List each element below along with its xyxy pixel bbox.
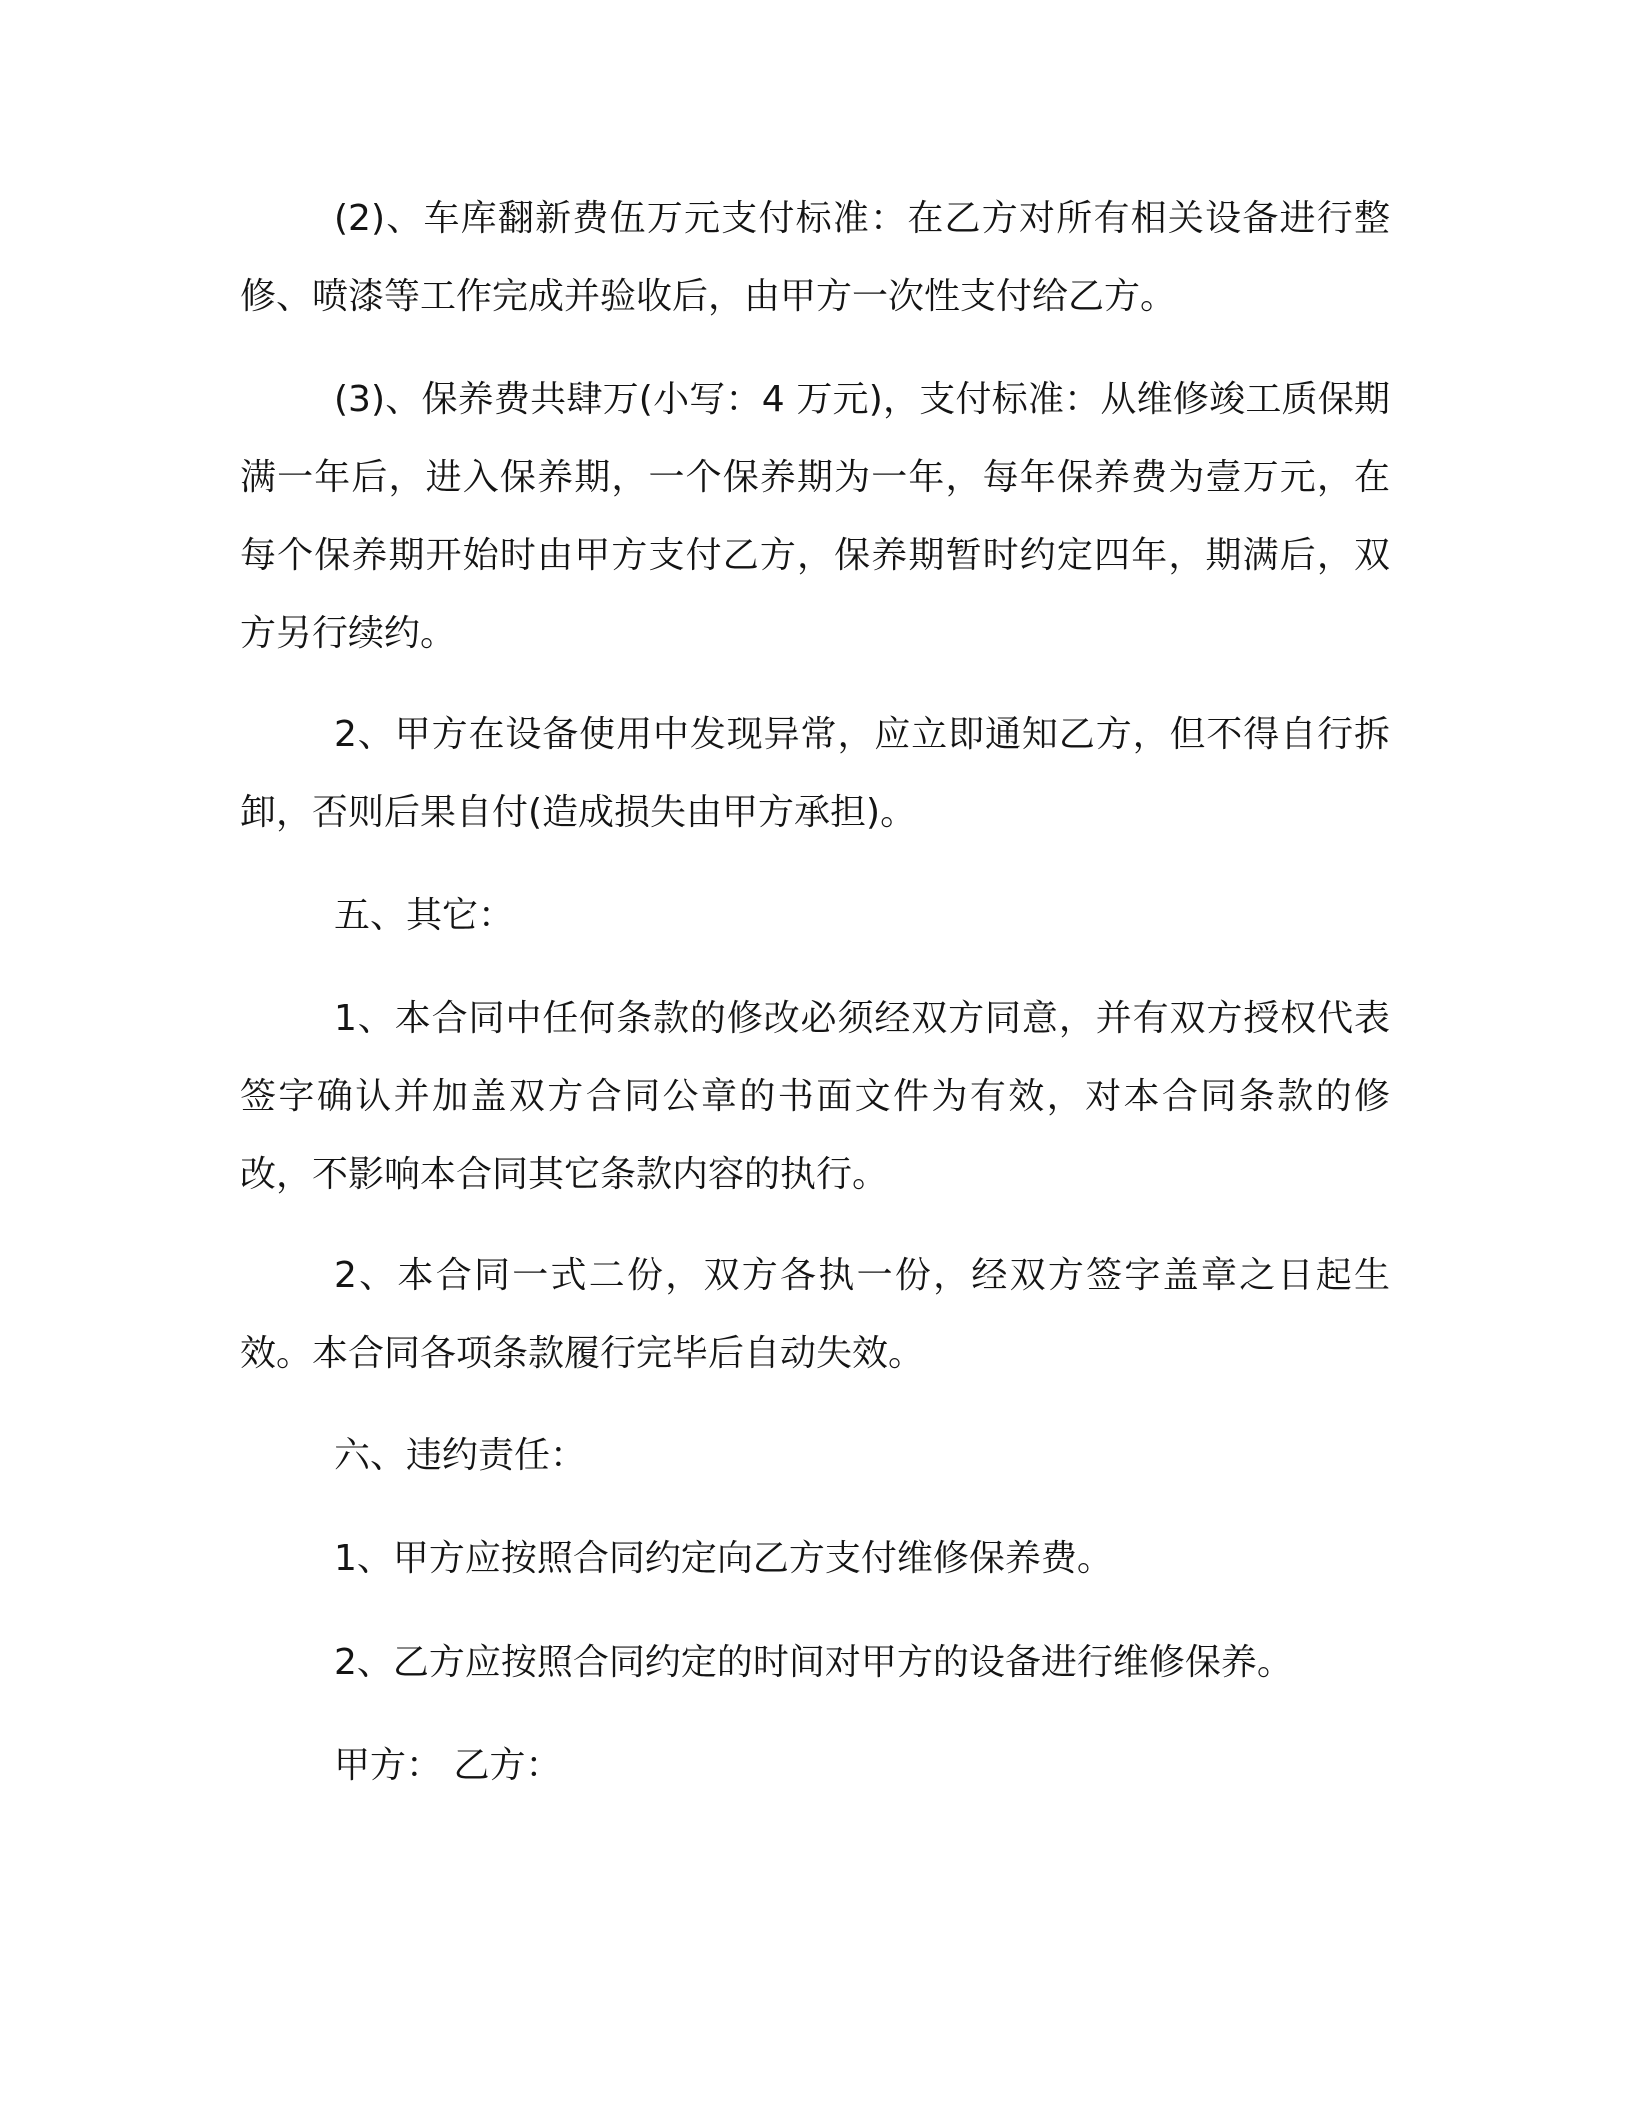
paragraph-party-a-payment: 1、甲方应按照合同约定向乙方支付维修保养费。 <box>334 1538 1113 1579</box>
paragraph-amendment-clause: 1、本合同中任何条款的修改必须经双方同意，并有双方授权代表签字确认并加盖双方合同公章的书面文件为有效，对本合同条款的修改，不影响本合同其它条款内容的执行。 <box>240 998 1390 1195</box>
section-heading-liability: 六、违约责任： <box>334 1435 587 1476</box>
section-heading-other: 五、其它： <box>334 895 515 936</box>
paragraph-copies-effect: 2、本合同一式二份，双方各执一份，经双方签字盖章之日起生效。本合同各项条款履行完毕后自动失效。 <box>240 1255 1390 1374</box>
paragraph-abnormal-notice: 2、甲方在设备使用中发现异常，应立即通知乙方，但不得自行拆卸，否则后果自付(造成损失由甲方承担)。 <box>240 714 1390 833</box>
paragraph-garage-renovation-fee: (2)、车库翻新费伍万元支付标准：在乙方对所有相关设备进行整修、喷漆等工作完成并验收后，由甲方一次性支付给乙方。 <box>240 198 1390 317</box>
paragraph-maintenance-fee: (3)、保养费共肆万(小写：4 万元)，支付标准：从维修竣工质保期满一年后，进入保养期，一个保养期为一年，每年保养费为壹万元，在每个保养期开始时由甲方支付乙方，保养期暂时约定四年，期满后，双方另行续约。 <box>240 379 1390 654</box>
signature-line: 甲方： 乙方： <box>334 1745 562 1786</box>
paragraph-party-b-maintenance: 2、乙方应按照合同约定的时间对甲方的设备进行维修保养。 <box>334 1642 1293 1683</box>
